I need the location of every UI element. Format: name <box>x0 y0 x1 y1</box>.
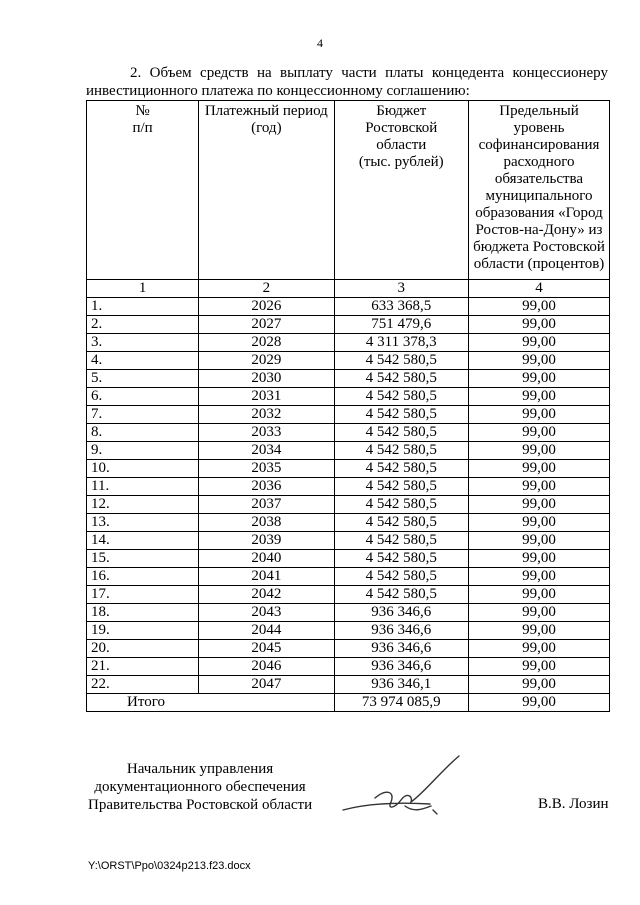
row-number: 9. <box>87 442 199 460</box>
row-year: 2043 <box>199 604 334 622</box>
row-number: 17. <box>87 586 199 604</box>
row-budget: 4 542 580,5 <box>334 514 468 532</box>
row-number: 16. <box>87 568 199 586</box>
row-level: 99,00 <box>469 316 610 334</box>
row-budget: 751 479,6 <box>334 316 468 334</box>
table-row <box>87 676 610 694</box>
table-row <box>87 496 610 514</box>
row-level: 99,00 <box>469 442 610 460</box>
row-budget: 4 542 580,5 <box>334 388 468 406</box>
row-level: 99,00 <box>469 550 610 568</box>
row-number: 20. <box>87 640 199 658</box>
table-row <box>87 460 610 478</box>
row-level: 99,00 <box>469 658 610 676</box>
row-year: 2038 <box>199 514 334 532</box>
table-row <box>87 334 610 352</box>
total-row <box>87 694 610 712</box>
row-year: 2035 <box>199 460 334 478</box>
table-header-row <box>87 101 610 280</box>
row-number: 19. <box>87 622 199 640</box>
header-budget: Бюджет Ростовской области (тыс. рублей) <box>334 101 468 280</box>
row-year: 2045 <box>199 640 334 658</box>
row-budget: 4 542 580,5 <box>334 496 468 514</box>
row-year: 2026 <box>199 298 334 316</box>
row-budget: 4 542 580,5 <box>334 352 468 370</box>
row-budget: 4 542 580,5 <box>334 586 468 604</box>
table-row <box>87 532 610 550</box>
row-level: 99,00 <box>469 460 610 478</box>
table-row <box>87 514 610 532</box>
table-row <box>87 352 610 370</box>
row-level: 99,00 <box>469 568 610 586</box>
row-number: 2. <box>87 316 199 334</box>
table-row <box>87 442 610 460</box>
table-row <box>87 550 610 568</box>
col-num-2: 2 <box>199 280 334 298</box>
row-budget: 936 346,6 <box>334 604 468 622</box>
row-year: 2041 <box>199 568 334 586</box>
row-budget: 633 368,5 <box>334 298 468 316</box>
row-number: 11. <box>87 478 199 496</box>
row-level: 99,00 <box>469 586 610 604</box>
row-budget: 4 542 580,5 <box>334 406 468 424</box>
column-number-row <box>87 280 610 298</box>
row-year: 2046 <box>199 658 334 676</box>
table-row <box>87 298 610 316</box>
row-number: 12. <box>87 496 199 514</box>
row-level: 99,00 <box>469 352 610 370</box>
section-heading <box>86 64 608 100</box>
payment-table <box>86 100 610 712</box>
row-budget: 4 542 580,5 <box>334 568 468 586</box>
row-number: 7. <box>87 406 199 424</box>
row-budget: 936 346,6 <box>334 622 468 640</box>
row-number: 4. <box>87 352 199 370</box>
row-year: 2042 <box>199 586 334 604</box>
row-level: 99,00 <box>469 424 610 442</box>
row-year: 2027 <box>199 316 334 334</box>
row-number: 10. <box>87 460 199 478</box>
table-row <box>87 478 610 496</box>
row-year: 2031 <box>199 388 334 406</box>
row-number: 18. <box>87 604 199 622</box>
signer-name: В.В. Лозин <box>538 796 609 812</box>
table-row <box>87 622 610 640</box>
table-row <box>87 370 610 388</box>
row-level: 99,00 <box>469 334 610 352</box>
row-budget: 936 346,1 <box>334 676 468 694</box>
row-level: 99,00 <box>469 478 610 496</box>
position-line-3: Правительства Ростовской области <box>88 797 313 813</box>
row-budget: 936 346,6 <box>334 658 468 676</box>
row-budget: 936 346,6 <box>334 640 468 658</box>
row-level: 99,00 <box>469 496 610 514</box>
row-number: 5. <box>87 370 199 388</box>
row-year: 2033 <box>199 424 334 442</box>
table-row <box>87 424 610 442</box>
row-year: 2028 <box>199 334 334 352</box>
row-number: 14. <box>87 532 199 550</box>
row-number: 15. <box>87 550 199 568</box>
header-level: Предельный уровень софинансирования расходного обязательства муниципального образования «Город Ростов-на-Дону» из бюджета Ростовской области (процентов) <box>469 101 610 280</box>
row-number: 21. <box>87 658 199 676</box>
row-year: 2029 <box>199 352 334 370</box>
row-number: 1. <box>87 298 199 316</box>
page-number: 4 <box>317 36 323 50</box>
table-row <box>87 586 610 604</box>
row-level: 99,00 <box>469 532 610 550</box>
row-level: 99,00 <box>469 298 610 316</box>
table-row <box>87 658 610 676</box>
table-row <box>87 388 610 406</box>
row-year: 2044 <box>199 622 334 640</box>
table-row <box>87 640 610 658</box>
total-level: 99,00 <box>469 694 610 712</box>
total-budget: 73 974 085,9 <box>334 694 468 712</box>
row-level: 99,00 <box>469 388 610 406</box>
row-number: 13. <box>87 514 199 532</box>
row-year: 2036 <box>199 478 334 496</box>
row-year: 2030 <box>199 370 334 388</box>
row-year: 2039 <box>199 532 334 550</box>
header-number: № п/п <box>87 101 199 280</box>
row-number: 6. <box>87 388 199 406</box>
table-row <box>87 604 610 622</box>
table-row <box>87 316 610 334</box>
table-row <box>87 568 610 586</box>
position-line-2: документационного обеспечения <box>94 779 306 795</box>
row-year: 2047 <box>199 676 334 694</box>
row-year: 2037 <box>199 496 334 514</box>
row-number: 8. <box>87 424 199 442</box>
col-num-4: 4 <box>469 280 610 298</box>
row-budget: 4 542 580,5 <box>334 442 468 460</box>
row-level: 99,00 <box>469 406 610 424</box>
row-number: 3. <box>87 334 199 352</box>
row-budget: 4 311 378,3 <box>334 334 468 352</box>
row-budget: 4 542 580,5 <box>334 370 468 388</box>
row-year: 2040 <box>199 550 334 568</box>
row-year: 2034 <box>199 442 334 460</box>
row-level: 99,00 <box>469 640 610 658</box>
row-level: 99,00 <box>469 622 610 640</box>
row-level: 99,00 <box>469 514 610 532</box>
col-num-3: 3 <box>334 280 468 298</box>
row-budget: 4 542 580,5 <box>334 460 468 478</box>
row-budget: 4 542 580,5 <box>334 424 468 442</box>
position-line-1: Начальник управления <box>126 761 274 777</box>
handwritten-signature <box>335 752 465 822</box>
row-level: 99,00 <box>469 604 610 622</box>
row-level: 99,00 <box>469 370 610 388</box>
row-budget: 4 542 580,5 <box>334 478 468 496</box>
file-path-footer: Y:\ORST\Ppo\0324p213.f23.docx <box>88 860 251 872</box>
row-number: 22. <box>87 676 199 694</box>
total-label: Итого <box>87 694 335 712</box>
section-heading-text: 2. Объем средств на выплату части платы концедента концессионеру инвестиционного платежа по концессионному соглашению: <box>86 65 608 99</box>
row-budget: 4 542 580,5 <box>334 550 468 568</box>
row-year: 2032 <box>199 406 334 424</box>
signature-position <box>88 760 312 814</box>
header-period: Платежный период (год) <box>199 101 334 280</box>
row-budget: 4 542 580,5 <box>334 532 468 550</box>
col-num-1: 1 <box>87 280 199 298</box>
table-row <box>87 406 610 424</box>
row-level: 99,00 <box>469 676 610 694</box>
